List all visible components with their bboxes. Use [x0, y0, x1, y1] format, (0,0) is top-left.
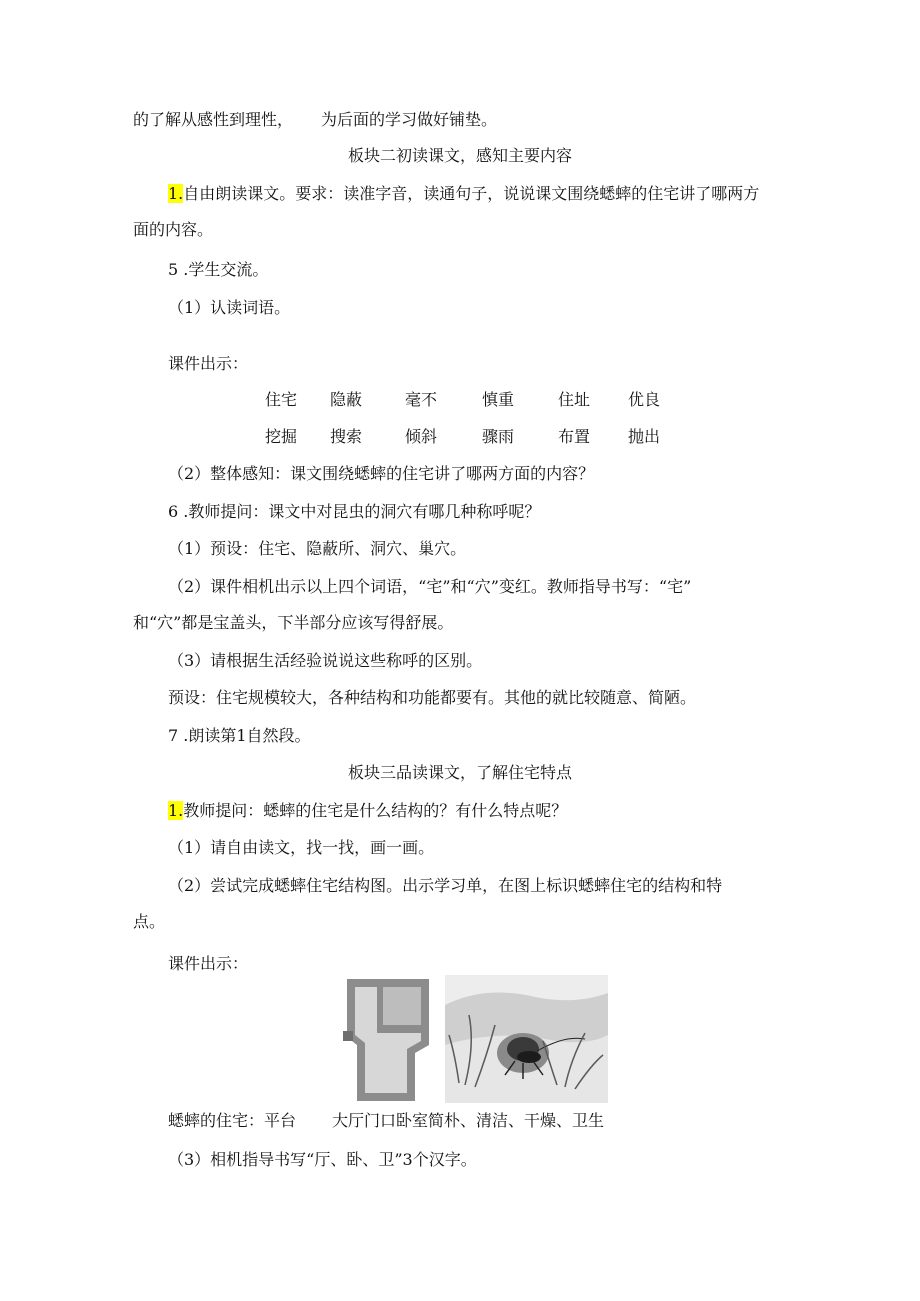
caption-parts: 大厅门口卧室简朴、清洁、干燥、卫生 — [332, 1111, 605, 1130]
text-segment: 为后面的学习做好铺垫。 — [321, 110, 498, 129]
cricket-illustration — [445, 975, 608, 1103]
vocab-word: 抛出 — [628, 427, 661, 446]
sub-item: （2）尝试完成蟋蟀住宅结构图。出示学习单，在图上标识蟋蟀住宅的结构和特 — [168, 876, 723, 895]
section-heading-2: 板块二初读课文，感知主要内容 — [347, 146, 572, 165]
sub-item: （1）认读词语。 — [168, 298, 291, 317]
vocab-word: 慎重 — [482, 390, 515, 409]
vocab-word: 骤雨 — [482, 427, 515, 446]
sub-item: （3）请根据生活经验说说这些称呼的区别。 — [168, 651, 483, 670]
paragraph-text: 教师提问：蟋蟀的住宅是什么结构的？有什么特点呢？ — [183, 801, 568, 820]
sub-item: （1）预设：住宅、隐蔽所、洞穴、巢穴。 — [168, 539, 467, 558]
burrow-structure-diagram — [343, 975, 435, 1105]
text-segment: 的了解从感性到理性， — [133, 110, 294, 129]
paragraph-continuation: 面的内容。 — [133, 220, 214, 239]
vocab-word: 住宅 — [265, 390, 298, 409]
highlighted-number: 1. — [168, 801, 184, 820]
paragraph-continuation: 和“穴”都是宝盖头，下半部分应该写得舒展。 — [133, 613, 454, 632]
vocab-word: 布置 — [558, 427, 591, 446]
caption-label: 蟋蟀的住宅：平台 — [168, 1111, 297, 1130]
paragraph-item-5: 5 .学生交流。 — [168, 260, 269, 279]
sub-item: （1）请自由读文，找一找，画一画。 — [168, 838, 435, 857]
vocab-word: 搜索 — [330, 427, 363, 446]
sub-item: （2）整体感知：课文围绕蟋蟀的住宅讲了哪两方面的内容？ — [168, 464, 595, 483]
sub-item: （3）相机指导书写“厅、卧、卫”3个汉字。 — [168, 1150, 477, 1169]
paragraph-item-6: 6 .教师提问：课文中对昆虫的洞穴有哪几种称呼呢？ — [168, 502, 541, 521]
section-heading-3: 板块三品读课文，了解住宅特点 — [347, 763, 572, 782]
vocab-word: 挖掘 — [265, 427, 298, 446]
paragraph-item-1b — [168, 801, 567, 821]
text-line — [133, 110, 497, 130]
paragraph-text: 自由朗读课文。要求：读准字音，读通句子，说说课文围绕蟋蟀的住宅讲了哪两方 — [183, 184, 760, 203]
courseware-label: 课件出示： — [168, 954, 249, 973]
vocab-word: 倾斜 — [405, 427, 438, 446]
vocab-word: 住址 — [558, 390, 591, 409]
sub-item: （2）课件相机出示以上四个词语，“宅”和“穴”变红。教师指导书写：“宅” — [168, 577, 692, 596]
vocab-word: 隐蔽 — [330, 390, 363, 409]
preset-text: 预设：住宅规模较大，各种结构和功能都要有。其他的就比较随意、简陋。 — [168, 688, 697, 707]
paragraph-item-1 — [168, 184, 759, 204]
vocab-word: 毫不 — [405, 390, 438, 409]
diagram-caption — [168, 1111, 604, 1131]
courseware-label: 课件出示： — [168, 354, 249, 373]
paragraph-continuation: 点。 — [133, 912, 166, 931]
highlighted-number: 1. — [168, 184, 184, 203]
paragraph-item-7: 7 .朗读第1自然段。 — [168, 726, 311, 745]
vocab-word: 优良 — [628, 390, 661, 409]
